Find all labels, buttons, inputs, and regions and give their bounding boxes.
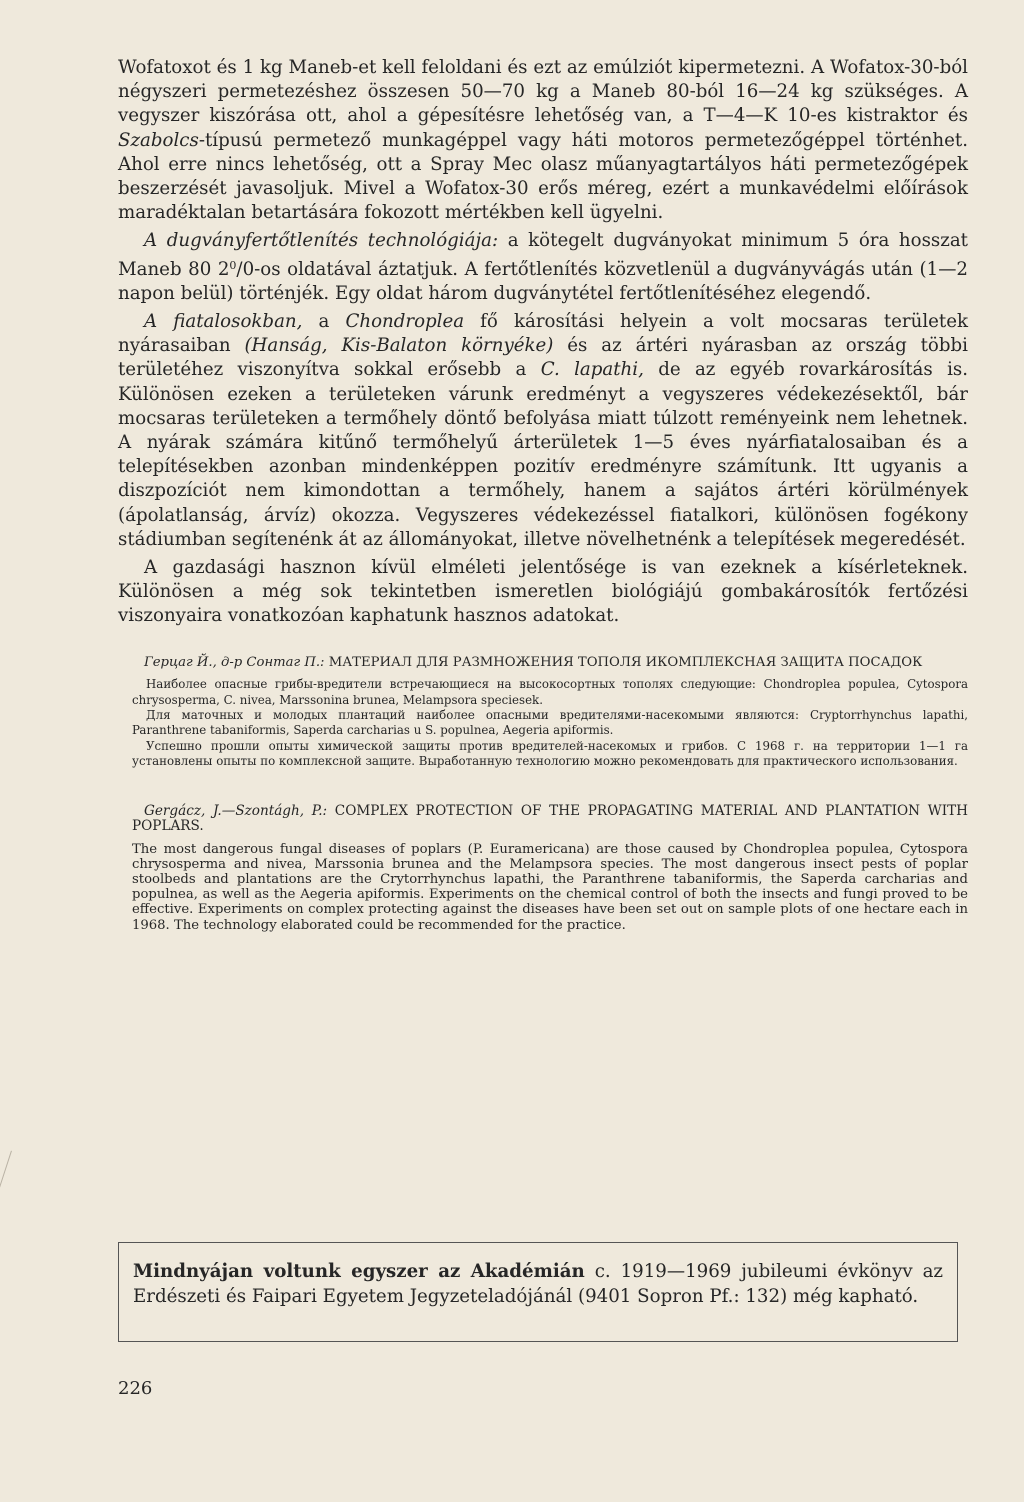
italic-run: C. lapathi,	[540, 359, 644, 381]
paragraph-1	[118, 56, 968, 225]
text-run: -os oldatával áztatjuk. A fertőtlenítés közvetlenül a dugványvágás után (1—2 napon belül) történjék. Egy oldat három dugványtétel fertőtlenítéséhez elegendő.	[118, 258, 968, 304]
abstract-russian	[118, 655, 968, 770]
notice-bold-title: Mindnyájan voltunk egyszer az Akadémián	[133, 1261, 585, 1282]
abstract-paragraph: Для маточных и молодых плантаций наиболее опасными вредителями-насекомыми являются: Cryptorrhynchus lapathi, Paranthrene tabaniformis, Saperda carcharias u S. populnea, Aegeria apiformis.	[132, 707, 968, 738]
text-run: -típusú permetező munkagéppel vagy háti motoros permetezőgéppel történhet. Ahol erre nincs lehetőség, ott a Spray Mec olasz műanyagtartályos háti permetezőgépek beszerzését javasoljuk. Mivel a Wofatox-30 erős méreg, ezért a munkavédelmi előírások maradéktalan betartására fokozott mértékben kell ügyelni.	[118, 129, 968, 224]
text-run: a	[302, 311, 346, 333]
abstract-title-text: COMPLEX PROTECTION OF THE PROPAGATING MATERIAL AND PLANTATION WITH POPLARS.	[132, 802, 968, 835]
paragraph-2	[118, 229, 968, 306]
paper-mark	[0, 1151, 18, 1220]
subscript: 0	[242, 258, 255, 280]
text-run: de az egyéb rovarkárosítás is. Különösen ezeken a területeken várunk eredményt a vegyszeres védekezésektől, bár mocsaras területeken a termőhely döntő befolyása miatt túlzott reményeink nem lehetnek. A nyárak számára kitűnő termőhelyű árterületek 1—5 éves nyárfiatalosaiban és a telepítésekben azonban mindenképpen pozitív eredményre számítunk. Itt ugyanis a diszpozíciót nem kimondottan a termőhely, hanem a sajátos ártéri körülmények (ápolatlanság, árvíz) okozza. Vegyszeres védekezéssel fiatalkori, különösen fogékony stádiumban segítenénk át az állományokat, illetve növelhetnénk a telepítések megeredését.	[118, 359, 968, 550]
paragraph-4: A gazdasági hasznon kívül elméleti jelentősége is van ezeknek a kísérleteknek. Különösen a még sok tekintetben ismeretlen biológiájú gombakárosítók fertőzési viszonyaira vonatkozóan kaphatunk hasznos adatokat.	[118, 557, 968, 627]
notice-rest: c. 1919—1969 jubileumi évkönyv az Erdészeti és Faipari Egyetem Jegyzeteladójánál (9401 Sopron Pf.: 132) még kapható.	[133, 1261, 944, 1307]
notice-box	[118, 1242, 958, 1342]
abstract-paragraph: Наиболее опасные грибы-вредители встречающиеся на высокосортных тополях следующие: Chondroplea populea, Cytospora chrysosperma, C. nivea, Marssonina brunea, Melampsora speciesek.	[132, 677, 968, 707]
italic-run: Szabolcs	[118, 129, 199, 151]
text-run: a kötegelt dugványokat minimum 5 óra hosszat Maneb 80 2	[118, 230, 968, 280]
abstract-paragraph: Успешно прошли опыты химической защиты против вредителей-насекомых и грибов. С 1968 г. на территории 1—1 га установлены опыты по комплексной защите. Выработанную технологию можно рекомендовать для практического использования.	[132, 738, 968, 769]
abstract-english	[118, 804, 968, 933]
notice-text	[133, 1259, 943, 1309]
paragraph-3	[118, 310, 968, 552]
italic-run: A dugványfertőtlenítés technológiája:	[144, 230, 499, 252]
italic-run: (Hanság, Kis-Balaton környéke)	[244, 335, 554, 357]
page-number: 226	[118, 1378, 153, 1399]
text-run: Wofatoxot és 1 kg Maneb-et kell feloldani és ezt az emúlziót kipermetezni. A Wofatox-30-ból négyszeri permetezéshez összesen 50—70 kg a Maneb 80-ból 16—24 kg szükséges. A vegyszer kiszórása ott, ahol a gépesítésre lehetőség van, a T—4—K 10-es kistraktor és	[118, 57, 968, 127]
abstract-authors: Gergácz, J.—Szontágh, P.:	[144, 802, 328, 819]
text-run: /	[236, 258, 243, 280]
main-body-text	[118, 56, 968, 629]
abstract-title	[132, 804, 968, 835]
superscript: 0	[229, 258, 237, 272]
abstract-title-text: МАТЕРИАЛ ДЛЯ РАЗМНОЖЕНИЯ ТОПОЛЯ ИКОМПЛЕКСНАЯ ЗАЩИТА ПОСАДОК	[324, 654, 923, 670]
abstract-title	[132, 655, 968, 671]
text-run: és az ártéri nyárasban az ország többi területéhez viszonyítva sokkal erősebb a	[118, 335, 968, 381]
page-content	[118, 56, 968, 933]
abstract-paragraph: The most dangerous fungal diseases of poplars (P. Euramericana) are those caused by Chondroplea populea, Cytospora chrysosperma and nivea, Marssonia brunea and the Melampsora species. The most dangerous insect pests of poplar stoolbeds and plantations are the Crytorrhynchus lapathi, the Paranthrene tabaniformis, the Saperda carcharias and populnea, as well as the Aegeria apiformis. Experiments on the chemical control of both the insects and fungi proved to be effective. Experiments on complex protecting against the diseases have been set out on sample plots of one hectare each in 1968. The technology elaborated could be recommended for the practice.	[132, 841, 968, 933]
italic-run: A fiatalosokban,	[144, 311, 303, 333]
abstract-authors: Герцаг Й., д-р Сонтаг П.:	[144, 654, 325, 670]
text-run: fő károsítási helyein a volt mocsaras területek nyárasaiban	[118, 311, 969, 357]
italic-run: Chondroplea	[345, 311, 465, 333]
